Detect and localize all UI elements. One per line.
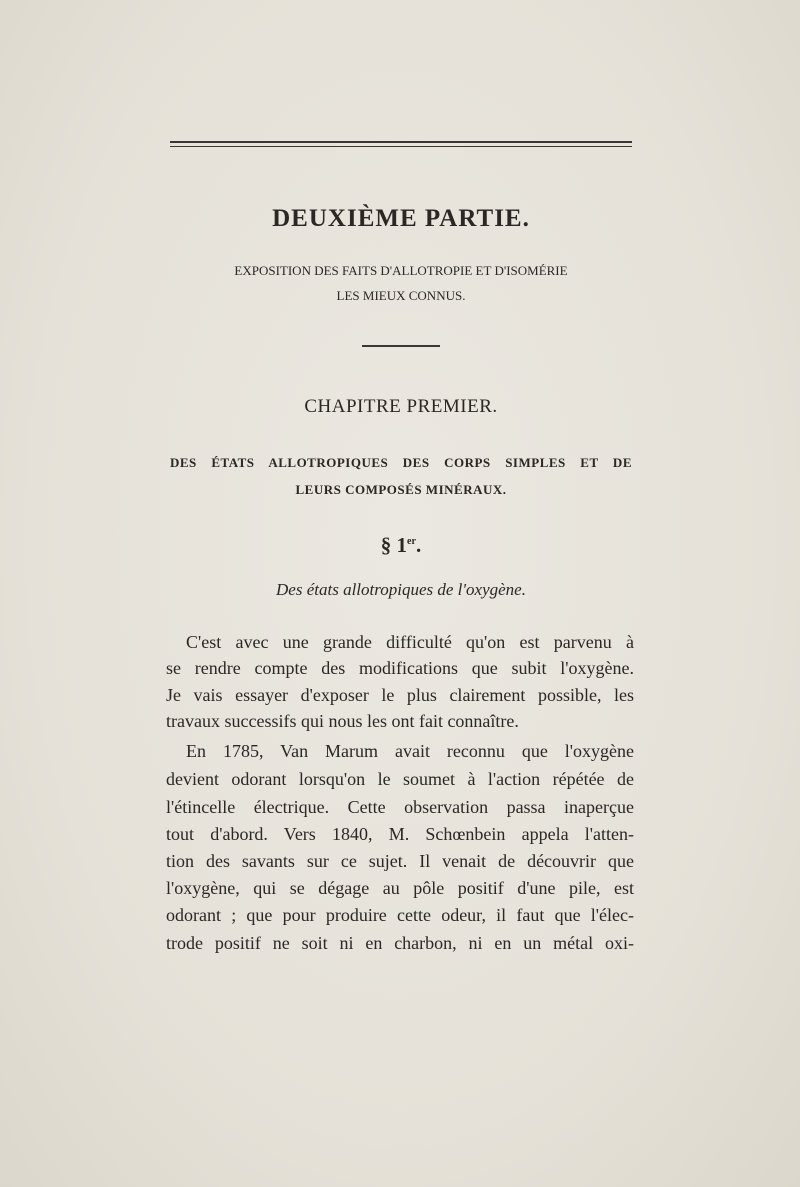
- body-line: En 1785, Van Marum avait reconnu que l'oxygène: [186, 741, 634, 761]
- section-mark-superscript: er: [407, 536, 416, 547]
- body-line: tout d'abord. Vers 1840, M. Schœnbein appela l'atten-: [166, 824, 634, 844]
- part-title: DEUXIÈME PARTIE.: [272, 205, 530, 232]
- header-double-rule: [170, 141, 632, 147]
- chapter-subtitle-line-2: LEURS COMPOSÉS MINÉRAUX.: [295, 482, 507, 497]
- chapter-title: CHAPITRE PREMIER.: [304, 396, 498, 417]
- body-line: trode positif ne soit ni en charbon, ni en un métal oxi-: [166, 933, 634, 953]
- body-line: l'oxygène, qui se dégage au pôle positif d'une pile, est: [166, 878, 634, 898]
- body-line: odorant ; que pour produire cette odeur, il faut que l'élec-: [166, 905, 634, 925]
- body-line: tion des savants sur ce sujet. Il venait de découvrir que: [166, 851, 634, 871]
- body-line: Je vais essayer d'exposer le plus clairement possible, les: [166, 685, 634, 705]
- body-line: travaux successifs qui nous les ont fait connaître.: [166, 711, 519, 731]
- section-mark-text: § 1: [380, 533, 408, 557]
- section-heading: Des états allotropiques de l'oxygène.: [276, 580, 526, 599]
- part-subtitle-line-2: LES MIEUX CONNUS.: [336, 288, 466, 303]
- body-line: se rendre compte des modifications que subit l'oxygène.: [166, 658, 634, 678]
- body-line: devient odorant lorsqu'on le soumet à l'action répétée de: [166, 769, 634, 789]
- body-line: C'est avec une grande difficulté qu'on est parvenu à: [186, 632, 634, 652]
- section-mark-period: .: [415, 533, 422, 557]
- part-subtitle-line-1: EXPOSITION DES FAITS D'ALLOTROPIE ET D'ISOMÉRIE: [234, 263, 568, 278]
- body-line: l'étincelle électrique. Cette observation passa inaperçue: [166, 797, 634, 817]
- section-number: [170, 533, 632, 558]
- section-divider-rule: [362, 345, 440, 347]
- chapter-subtitle-line-1: DES ÉTATS ALLOTROPIQUES DES CORPS SIMPLES ET DE: [170, 455, 632, 470]
